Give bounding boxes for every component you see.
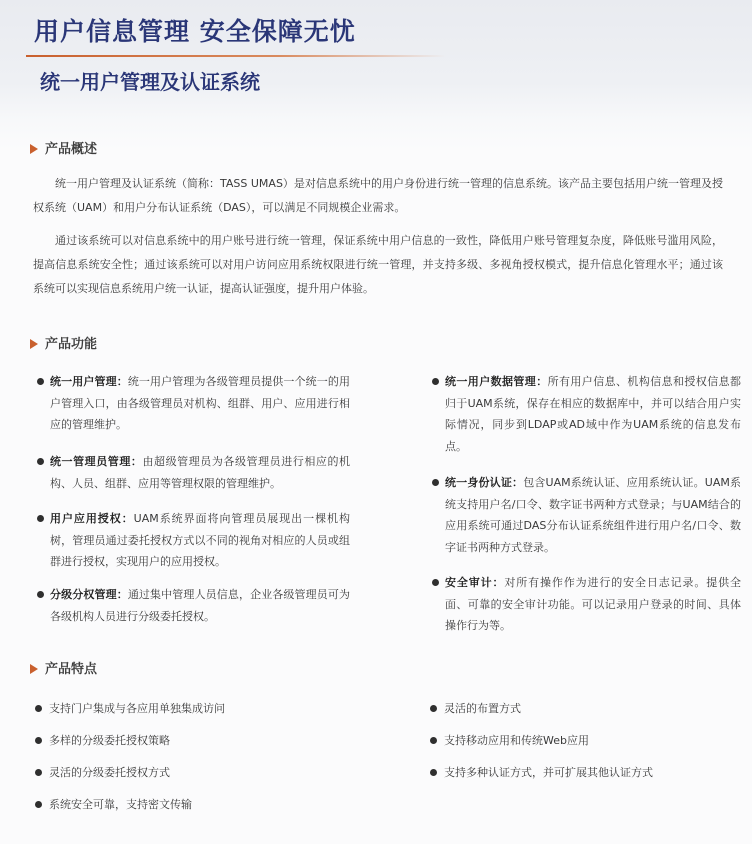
function-item-title: 统一用户管理： bbox=[50, 375, 128, 388]
feature-item-text: 支持移动应用和传统Web应用 bbox=[444, 734, 589, 747]
overview-paragraph-1: 统一用户管理及认证系统（简称：TASS UMAS）是对信息系统中的用户身份进行统一管理的信息系统。该产品主要包括用户统一管理及授权系统（UAM）和用户分布认证系统（DAS），可以满足不同规模企业需求。 bbox=[33, 177, 723, 214]
feature-item bbox=[430, 765, 653, 781]
function-item-text: 包含UAM系统认证、应用系统认证。UAM系统支持用户名/口令、数字证书两种方式登录；与UAM结合的应用系统可通过DAS分布认证系统组件进行用户名/口令、数字证书两种方式登录。 bbox=[445, 476, 742, 554]
triangle-bullet-icon bbox=[30, 339, 38, 349]
bullet-dot-icon bbox=[35, 801, 42, 808]
bullet-dot-icon bbox=[430, 705, 437, 712]
function-item-text: 对所有操作作为进行的安全日志记录。提供全面、可靠的安全审计功能。可以记录用户登录的时间、具体操作行为等。 bbox=[445, 576, 741, 632]
function-item-title: 统一管理员管理： bbox=[50, 455, 143, 468]
function-item bbox=[445, 472, 741, 558]
feature-item bbox=[35, 733, 170, 749]
bullet-dot-icon bbox=[37, 515, 44, 522]
bullet-dot-icon bbox=[432, 479, 439, 486]
section-heading-features bbox=[30, 658, 97, 677]
bullet-dot-icon bbox=[35, 769, 42, 776]
feature-item bbox=[430, 733, 589, 749]
triangle-bullet-icon bbox=[30, 664, 38, 674]
feature-item bbox=[430, 701, 521, 717]
feature-item-text: 支持多种认证方式，并可扩展其他认证方式 bbox=[444, 766, 653, 779]
bullet-dot-icon bbox=[37, 591, 44, 598]
bullet-dot-icon bbox=[432, 378, 439, 385]
bullet-dot-icon bbox=[430, 769, 437, 776]
function-item-title: 用户应用授权： bbox=[50, 512, 134, 525]
bullet-dot-icon bbox=[35, 705, 42, 712]
feature-item bbox=[35, 797, 192, 813]
function-item-title: 统一用户数据管理： bbox=[445, 375, 548, 388]
section-heading-overview bbox=[30, 138, 97, 157]
overview-paragraph-2: 通过该系统可以对信息系统中的用户账号进行统一管理，保证系统中用户信息的一致性，降低用户账号管理复杂度，降低账号滥用风险，提高信息系统安全性；通过该系统可以对用户访问应用系统权限进行统一管理，并支持多级、多视角授权模式，提升信息化管理水平；通过该系统可以实现信息系统用户统一认证，提高认证强度，提升用户体验。 bbox=[33, 234, 723, 295]
function-item-text: 通过集中管理人员信息，企业各级管理员可为各级机构人员进行分级委托授权。 bbox=[50, 588, 351, 623]
title-divider bbox=[26, 55, 446, 57]
bullet-dot-icon bbox=[37, 378, 44, 385]
function-item bbox=[50, 451, 350, 494]
feature-item-text: 支持门户集成与各应用单独集成访问 bbox=[49, 702, 225, 715]
function-item-text: 统一用户管理为各级管理员提供一个统一的用户管理入口，由各级管理员对机构、组群、用户、应用进行相应的管理维护。 bbox=[50, 375, 351, 431]
function-item-title: 安全审计： bbox=[445, 576, 505, 589]
feature-item-text: 系统安全可靠，支持密文传输 bbox=[49, 798, 192, 811]
function-item-title: 统一身份认证： bbox=[445, 476, 524, 489]
functions-heading-text: 产品功能 bbox=[45, 337, 98, 352]
function-item-text: 由超级管理员为各级管理员进行相应的机构、人员、组群、应用等管理权限的管理维护。 bbox=[50, 455, 351, 490]
function-item-title: 分级分权管理： bbox=[50, 588, 128, 601]
triangle-bullet-icon bbox=[30, 144, 38, 154]
feature-item bbox=[35, 701, 225, 717]
feature-item-text: 多样的分级委托授权策略 bbox=[49, 734, 170, 747]
function-item bbox=[50, 371, 350, 436]
section-heading-functions bbox=[30, 333, 97, 352]
feature-item-text: 灵活的布置方式 bbox=[444, 702, 521, 715]
page-title: 用户信息管理 安全保障无忧 bbox=[34, 17, 356, 46]
bullet-dot-icon bbox=[37, 458, 44, 465]
function-item bbox=[50, 508, 350, 573]
feature-item bbox=[35, 765, 170, 781]
feature-item-text: 灵活的分级委托授权方式 bbox=[49, 766, 170, 779]
function-item bbox=[445, 572, 741, 637]
bullet-dot-icon bbox=[432, 579, 439, 586]
function-item bbox=[445, 371, 741, 457]
function-item-text: UAM系统界面将向管理员展现出一棵机构树，管理员通过委托授权方式以不同的视角对相应的人员或组群进行授权，实现用户的应用授权。 bbox=[50, 512, 350, 568]
bullet-dot-icon bbox=[430, 737, 437, 744]
function-item-text: 所有用户信息、机构信息和授权信息都归于UAM系统，保存在相应的数据库中，并可以结合用户实际情况，同步到LDAP或AD域中作为UAM系统的信息发布点。 bbox=[445, 375, 742, 453]
function-item bbox=[50, 584, 350, 627]
page-subtitle: 统一用户管理及认证系统 bbox=[40, 70, 260, 94]
bullet-dot-icon bbox=[35, 737, 42, 744]
overview-heading-text: 产品概述 bbox=[45, 142, 98, 157]
features-heading-text: 产品特点 bbox=[45, 662, 98, 677]
